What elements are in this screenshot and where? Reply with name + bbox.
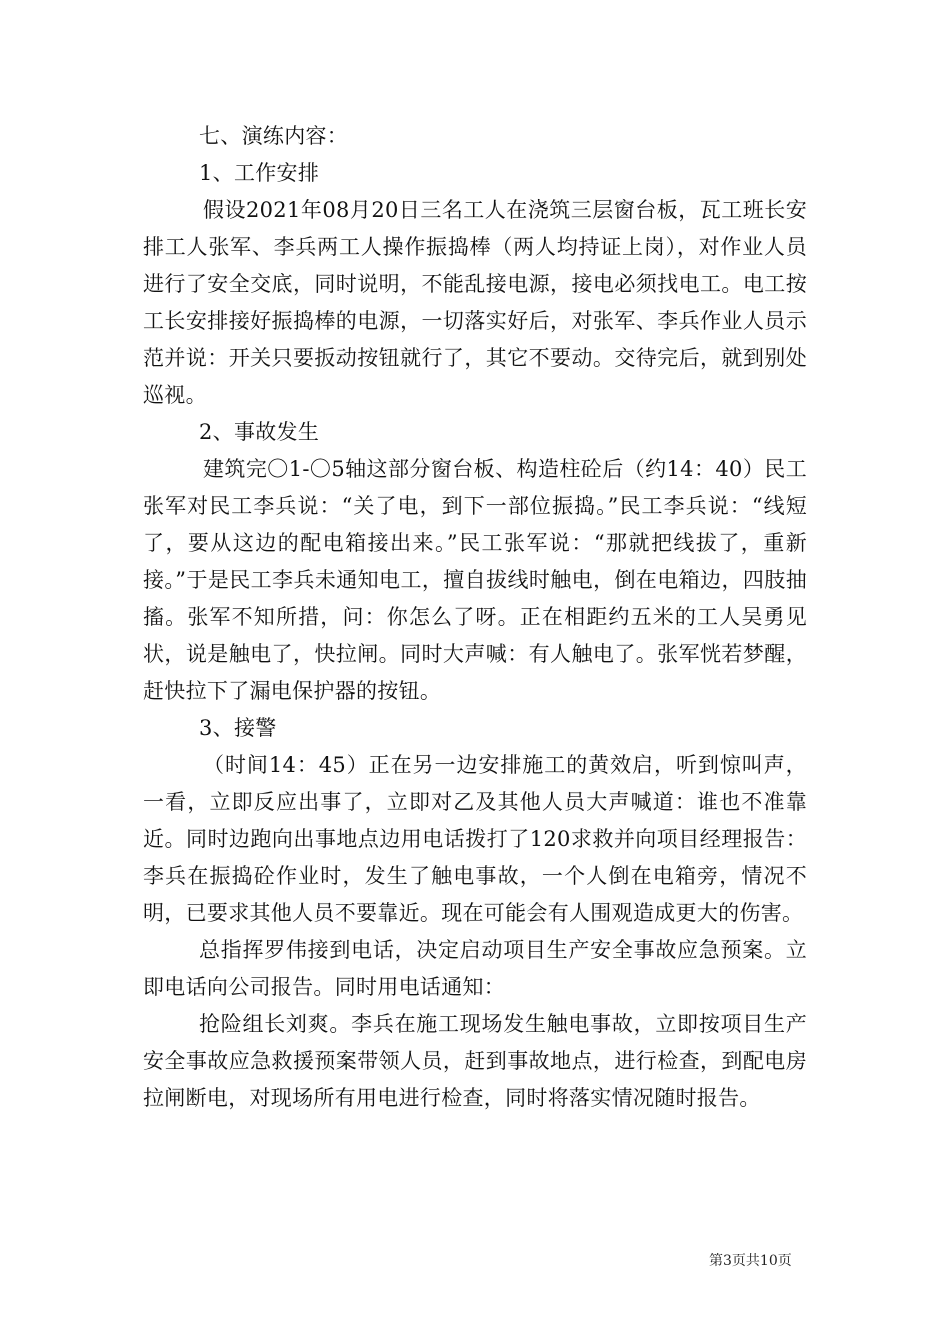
subsection-title-accident: 2、事故发生 (199, 420, 320, 444)
subsection-title-work-arrangement: 1、工作安排 (199, 161, 320, 185)
section-title: 七、演练内容： (199, 124, 349, 148)
paragraph-rescue-leader: 抢险组长刘爽。李兵在施工现场发生触电事故，立即按项目生产安全事故应急救援预案带领人员，赶到事故地点，进行检查，到配电房拉闸断电，对现场所有用电进行检查，同时将落实情况随时报告。 (143, 1012, 807, 1110)
page-number-footer: 第3页共10页 (709, 1253, 792, 1269)
paragraph-accident: 建筑完〇1-〇5轴这部分窗台板、构造柱砼后（约14：40）民工张军对民工李兵说：“关了电，到下一部位振捣。”民工李兵说：“线短了，要从这边的配电箱接出来。”民工张军说：“那就把线拔了，重新接。”于是民工李兵未通知电工，擅自拔线时触电，倒在电箱边，四肢抽搐。张军不知所措，问：你怎么了呀。正在相距约五米的工人吴勇见状，说是触电了，快拉闸。同时大声喊：有人触电了。张军恍若梦醒，赶快拉下了漏电保护器的按钮。 (143, 457, 807, 703)
paragraph-work-arrangement: 假设2021年08月20日三名工人在浇筑三层窗台板，瓦工班长安排工人张军、李兵两工人操作振捣棒（两人均持证上岗），对作业人员进行了安全交底，同时说明，不能乱接电源，接电必须找电工。电工按工长安排接好振捣棒的电源，一切落实好后，对张军、李兵作业人员示范并说：开关只要扳动按钮就行了，其它不要动。交待完后，就到别处巡视。 (143, 198, 807, 407)
subsection-title-alarm: 3、接警 (199, 716, 277, 740)
paragraph-commander: 总指挥罗伟接到电话，决定启动项目生产安全事故应急预案。立即电话向公司报告。同时用电话通知： (143, 938, 807, 999)
document-body (143, 118, 807, 1117)
paragraph-alarm: （时间14：45）正在另一边安排施工的黄效启，听到惊叫声，一看，立即反应出事了，立即对乙及其他人员大声喊道：谁也不准靠近。同时边跑向出事地点边用电话拨打了120求救并向项目经理报告：李兵在振捣砼作业时，发生了触电事故，一个人倒在电箱旁，情况不明，已要求其他人员不要靠近。现在可能会有人围观造成更大的伤害。 (143, 753, 807, 925)
